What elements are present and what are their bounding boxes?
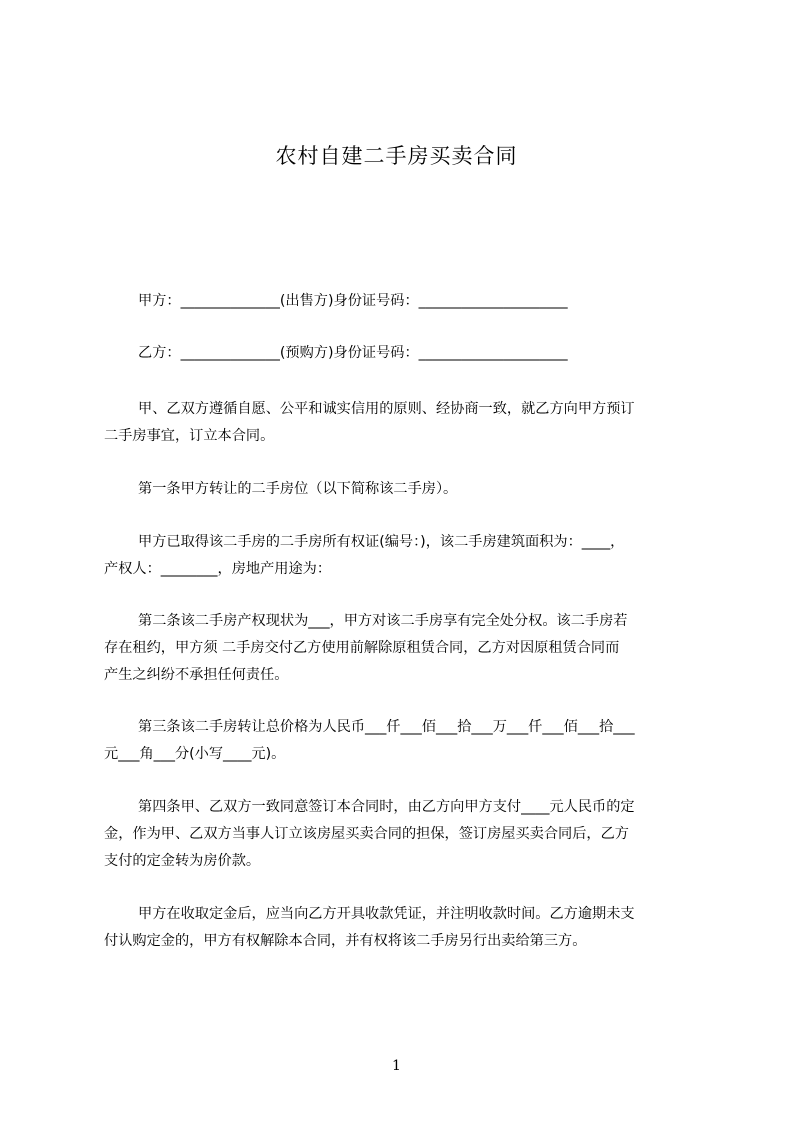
- deposit-terms-line-1: 甲方在收取定金后，应当向乙方开具收款凭证，并注明收款时间。乙方逾期未支: [138, 906, 635, 922]
- article-2-line-3: 产生之纠纷不承担任何责任。: [104, 667, 289, 683]
- deposit-terms-line-2: 付认购定金的，甲方有权解除本合同，并有权将该二手房另行出卖给第三方。: [104, 933, 587, 949]
- property-info-line-2: 产权人：________，房地产用途为：: [104, 561, 332, 577]
- document-title: 农村自建二手房买卖合同: [275, 144, 518, 168]
- party-b-line: 乙方：______________(预购方)身份证号码：_____________________: [138, 345, 568, 361]
- page-number: 1: [392, 1058, 401, 1074]
- article-4-line-1: 第四条甲、乙双方一致同意签订本合同时，由乙方向甲方支付____元人民币的定: [138, 799, 635, 815]
- intro-line-2: 二手房事宜，订立本合同。: [104, 428, 275, 444]
- intro-line-1: 甲、乙双方遵循自愿、公平和诚实信用的原则、经协商一致，就乙方向甲方预订: [138, 401, 635, 417]
- property-info-line-1: 甲方已取得该二手房的二手房所有权证(编号：)，该二手房建筑面积为：____，: [138, 534, 625, 550]
- article-3-line-2: 元___角___分(小写____元)。: [104, 746, 286, 762]
- article-2-line-1: 第二条该二手房产权现状为___，甲方对该二手房享有完全处分权。该二手房若: [138, 613, 628, 629]
- article-1-line: 第一条甲方转让的二手房位（以下简称该二手房）。: [138, 481, 458, 497]
- article-4-line-2: 金，作为甲、乙双方当事人订立该房屋买卖合同的担保，签订房屋买卖合同后，乙方: [104, 826, 629, 842]
- party-a-line: 甲方：______________(出售方)身份证号码：_____________________: [138, 293, 568, 309]
- article-4-line-3: 支付的定金转为房价款。: [104, 853, 261, 869]
- article-3-line-1: 第三条该二手房转让总价格为人民币___仟___佰___拾___万___仟___佰___拾___: [138, 719, 635, 735]
- article-2-line-2: 存在租约，甲方须 二手房交付乙方使用前解除原租赁合同，乙方对因原租赁合同而: [104, 640, 620, 656]
